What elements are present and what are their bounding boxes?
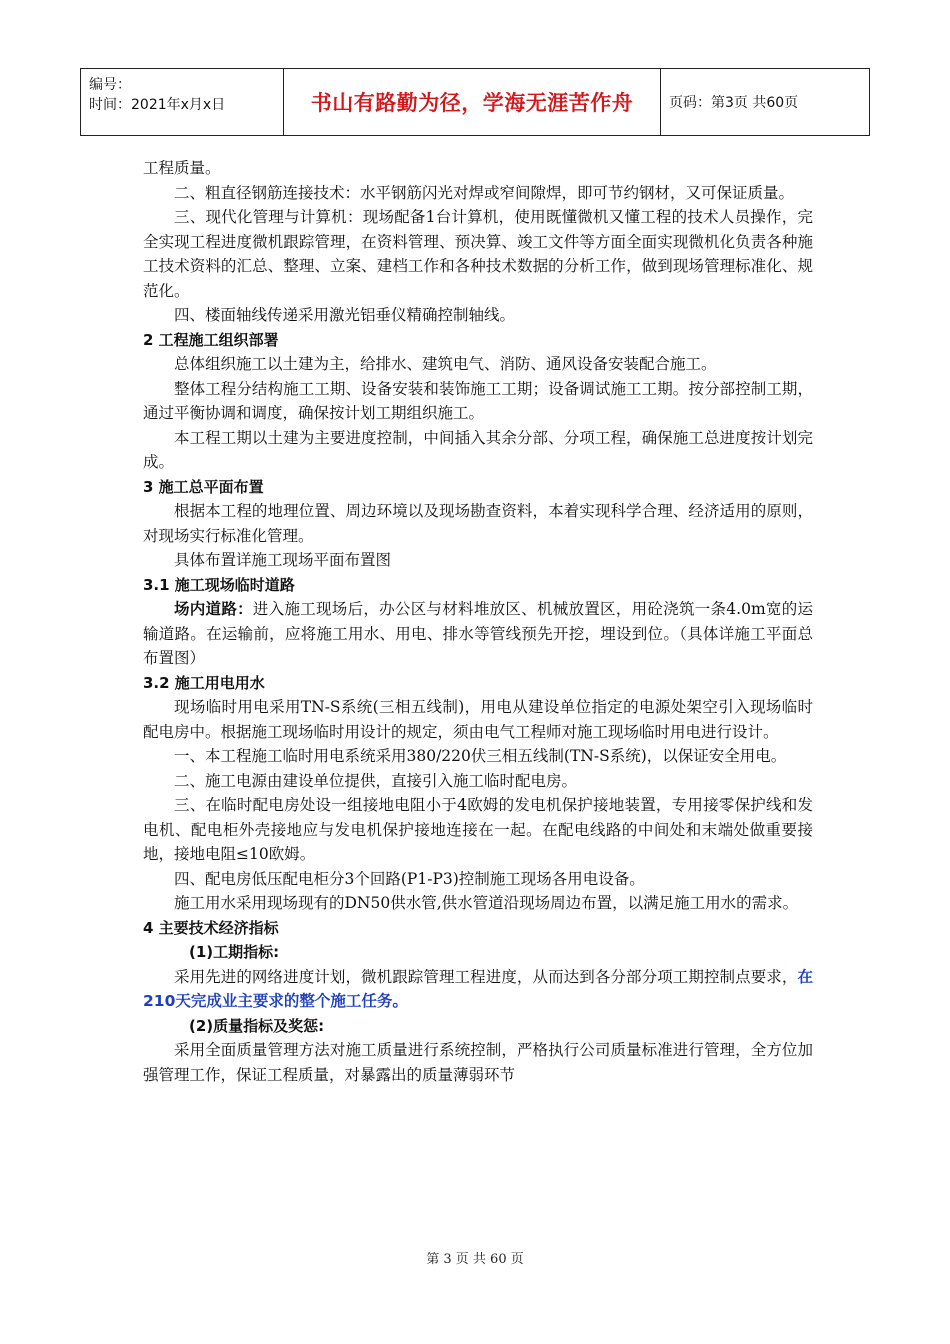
header-page-number: 页码：第3页 共60页: [669, 95, 799, 111]
body-paragraph: 三、在临时配电房处设一组接地电阻小于4欧姆的发电机保护接地装置，专用接零保护线和发电机、配电柜外壳接地应与发电机保护接地连接在一起。在配电线路的中间处和末端处做重要接地，接地电阻≤10欧姆。: [143, 796, 813, 863]
body-paragraph: 二、施工电源由建设单位提供，直接引入施工临时配电房。: [174, 771, 578, 790]
body-paragraph: 一、本工程施工临时用电系统采用380/220伏三相五线制(TN-S系统)，以保证安全用电。: [174, 747, 787, 765]
inline-bold-label: 场内道路：: [174, 600, 253, 618]
body-paragraph: 工程质量。: [143, 159, 221, 177]
section-heading: 4 主要技术经济指标: [143, 918, 279, 937]
highlighted-text: 在210天完成业主要求的整个施工任务。: [143, 967, 813, 1010]
body-paragraph: 施工用水采用现场现有的DN50供水管,供水管道沿现场周边布置，以满足施工用水的需求。: [174, 894, 799, 912]
section-heading: 2 工程施工组织部署: [143, 330, 279, 349]
body-paragraph: 四、楼面轴线传递采用激光铝垂仪精确控制轴线。: [174, 306, 516, 324]
body-paragraph: 四、配电房低压配电柜分3个回路(P1-P3)控制施工现场各用电设备。: [174, 869, 645, 888]
section-heading: 3.2 施工用电用水: [143, 673, 265, 692]
body-paragraph: 本工程工期以土建为主要进度控制，中间插入其余分部、分项工程，确保施工总进度按计划完成。: [143, 428, 813, 471]
doc-time-label: 时间：2021年x月x日: [89, 97, 226, 113]
section-heading: 3.1 施工现场临时道路: [143, 575, 295, 594]
body-paragraph: 总体组织施工以土建为主，给排水、建筑电气、消防、通风设备安装配合施工。: [174, 355, 717, 373]
body-paragraph: 三、现代化管理与计算机：现场配备1台计算机，使用既懂微机又懂工程的技术人员操作，完全实现工程进度微机跟踪管理，在资料管理、预决算、竣工文件等方面全面实现微机化负责各种施工技术资料的汇总、整理、立案、建档工作和各种技术数据的分析工作，做到现场管理标准化、规范化。: [143, 208, 813, 300]
body-paragraph: 具体布置详施工现场平面布置图: [174, 551, 392, 569]
body-paragraph: 根据本工程的地理位置、周边环境以及现场勘查资料，本着实现科学合理、经济适用的原则，对现场实行标准化管理。: [143, 502, 813, 545]
body-paragraph: 现场临时用电采用TN-S系统(三相五线制)，用电从建设单位指定的电源处架空引入现场临时配电房中。根据施工现场临时用设计的规定，须由电气工程师对施工现场临时用电进行设计。: [143, 698, 813, 741]
doc-code-label: 编号：: [89, 77, 131, 93]
body-paragraph: [143, 597, 813, 671]
body-paragraph: 整体工程分结构施工工期、设备安装和装饰施工工期；设备调试施工工期。按分部控制工期，通过平衡协调和调度，确保按计划工期组织施工。: [143, 379, 813, 422]
subsection-heading: (1)工期指标:: [189, 943, 280, 961]
paragraph-text: 采用先进的网络进度计划，微机跟踪管理工程进度，从而达到各分部分项工期控制点要求，: [174, 967, 798, 986]
body-paragraph: [143, 965, 813, 1014]
page-header: [80, 68, 870, 136]
header-motto: 书山有路勤为径，学海无涯苦作舟: [284, 69, 661, 135]
header-meta: [81, 69, 284, 135]
paragraph-text: 进入施工现场后，办公区与材料堆放区、机械放置区，用砼浇筑一条4.0m宽的运输道路。在运输前，应将施工用水、用电、排水等管线预先开挖，埋设到位。（具体详施工平面总布置图）: [143, 600, 813, 667]
page-footer: 第 3 页 共 60 页: [426, 1252, 524, 1267]
section-heading: 3 施工总平面布置: [143, 477, 264, 496]
subsection-heading: (2)质量指标及奖惩:: [189, 1016, 325, 1035]
document-body: [143, 156, 813, 1087]
body-paragraph: 二、粗直径钢筋连接技术：水平钢筋闪光对焊或窄间隙焊，即可节约钢材，又可保证质量。: [174, 183, 795, 202]
body-paragraph: 采用全面质量管理方法对施工质量进行系统控制，严格执行公司质量标准进行管理，全方位加强管理工作，保证工程质量，对暴露出的质量薄弱环节: [143, 1041, 813, 1084]
